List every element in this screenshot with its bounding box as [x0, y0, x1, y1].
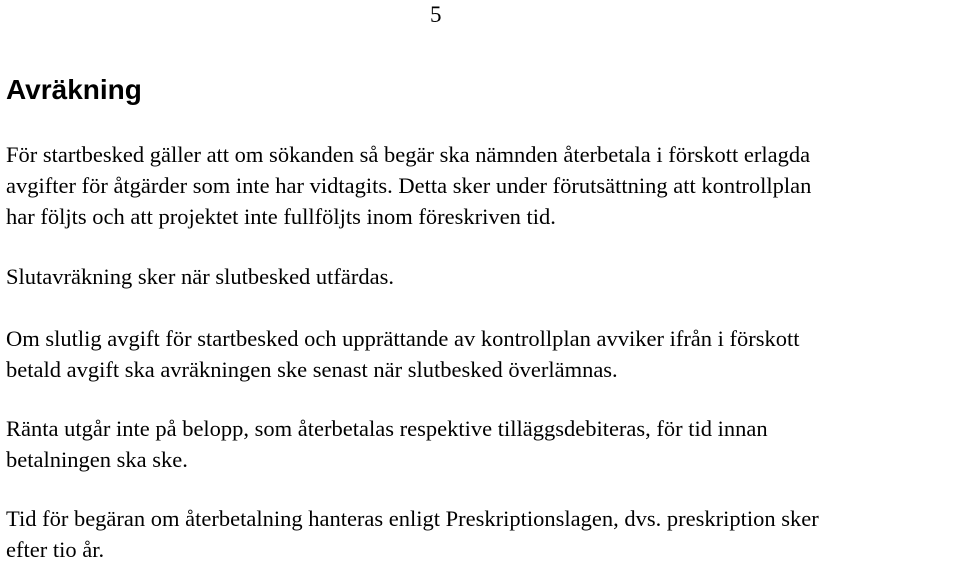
- paragraph-final-settlement: [6, 261, 394, 292]
- paragraph-fee-deviation: [6, 323, 800, 385]
- paragraph-line: Slutavräkning sker när slutbesked utfärdas.: [6, 264, 395, 289]
- section-heading: Avräkning: [6, 74, 142, 105]
- paragraph-line: Ränta utgår inte på belopp, som återbetalas respektive tilläggsdebiteras, för tid innan: [6, 416, 768, 441]
- paragraph-line: har följts och att projektet inte fullföljts inom föreskriven tid.: [6, 204, 556, 229]
- paragraph-line: Tid för begäran om återbetalning hanteras enligt Preskriptionslagen, dvs. preskription sker: [6, 506, 819, 531]
- page-number: 5: [430, 2, 442, 27]
- paragraph-line: betalningen ska ske.: [6, 447, 188, 472]
- paragraph-line: avgifter för åtgärder som inte har vidtagits. Detta sker under förutsättning att kontrollplan: [6, 173, 812, 198]
- paragraph-line: Om slutlig avgift för startbesked och upprättande av kontrollplan avviker ifrån i förskott: [6, 326, 800, 351]
- paragraph-line: För startbesked gäller att om sökanden så begär ska nämnden återbetala i förskott erlagda: [6, 142, 811, 167]
- paragraph-interest: [6, 413, 768, 475]
- paragraph-refund-conditions: [6, 139, 811, 232]
- paragraph-line: efter tio år.: [6, 537, 105, 562]
- paragraph-limitation: [6, 503, 819, 565]
- paragraph-line: betald avgift ska avräkningen ske senast när slutbesked överlämnas.: [6, 357, 618, 382]
